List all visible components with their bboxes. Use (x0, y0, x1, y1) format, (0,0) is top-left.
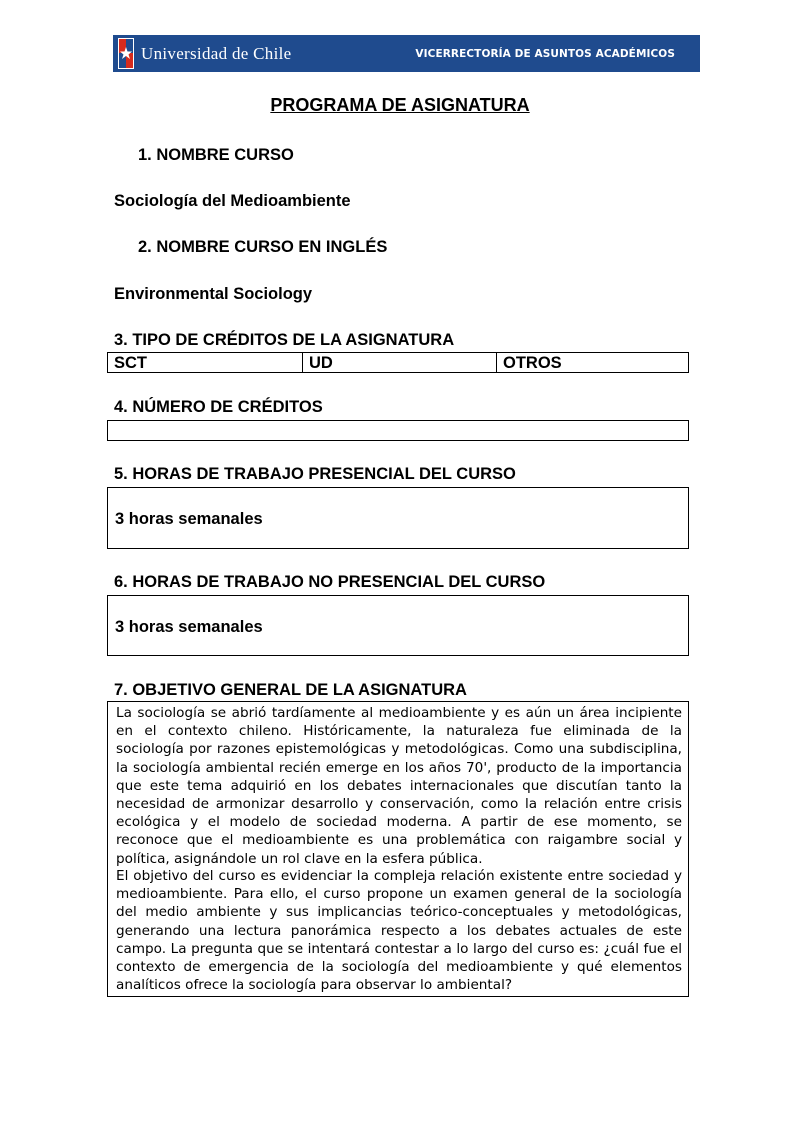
vicerrectoria-label: VICERRECTORÍA DE ASUNTOS ACADÉMICOS (415, 48, 675, 60)
section-7-heading: 7. OBJETIVO GENERAL DE LA ASIGNATURA (114, 681, 467, 699)
credits-number-box (107, 420, 689, 441)
section-2-heading: 2. NOMBRE CURSO EN INGLÉS (138, 238, 388, 256)
course-name-english: Environmental Sociology (114, 285, 313, 303)
credit-type-sct: SCT (114, 354, 147, 372)
page-title: PROGRAMA DE ASIGNATURA (270, 95, 530, 115)
section-4-heading: 4. NÚMERO DE CRÉDITOS (114, 398, 323, 416)
no-presencial-hours-box (107, 595, 689, 656)
credit-type-otros: OTROS (496, 353, 690, 372)
section-5-heading: 5. HORAS DE TRABAJO PRESENCIAL DEL CURSO (114, 465, 516, 483)
section-3-heading: 3. TIPO DE CRÉDITOS DE LA ASIGNATURA (114, 331, 455, 349)
presencial-hours-value: 3 horas semanales (115, 510, 263, 528)
university-name: Universidad de Chile (141, 44, 292, 63)
presencial-hours-box (107, 487, 689, 549)
section-1-heading: 1. NOMBRE CURSO (138, 146, 294, 164)
objective-paragraph-2: El objetivo del curso es evidenciar la compleja relación existente entre sociedad y medioambiente. Para ello, el curso propone un examen general de la sociología del medio ambiente y sus implicancias teórico-conceptuales y metodológicas, generando una lectura panorámica respecto a los debates actuales de este campo. La pregunta que se intentará contestar a lo largo del curso es: ¿cuál fue el contexto de emergencia de la sociología del medioambiente y qué elementos analíticos ofrece la sociología para observar lo ambiental? (116, 868, 682, 994)
header-banner (113, 35, 700, 72)
no-presencial-hours-value: 3 horas semanales (115, 618, 263, 636)
objective-paragraph-1: La sociología se abrió tardíamente al medioambiente y es aún un área incipiente en el contexto chileno. Históricamente, la naturaleza fue eliminada de la sociología por razones epistemológicas y metodológicas. Como una subdisciplina, la sociología ambiental recién emerge en los años 70', producto de la importancia que este tema adquirió en los debates internacionales que discutían tanto la necesidad de armonizar desarrollo y conservación, como la relación entre crisis ecológica y el modelo de sociedad moderna. A partir de ese momento, se reconoce que el medioambiente es una problemática con raigambre social y política, asignándole un rol clave en la esfera pública. (116, 705, 682, 867)
university-crest-icon (118, 38, 134, 69)
course-name: Sociología del Medioambiente (114, 192, 351, 210)
credit-type-ud: UD (302, 353, 496, 372)
section-6-heading: 6. HORAS DE TRABAJO NO PRESENCIAL DEL CURSO (114, 573, 546, 591)
credit-types-table (107, 352, 689, 373)
